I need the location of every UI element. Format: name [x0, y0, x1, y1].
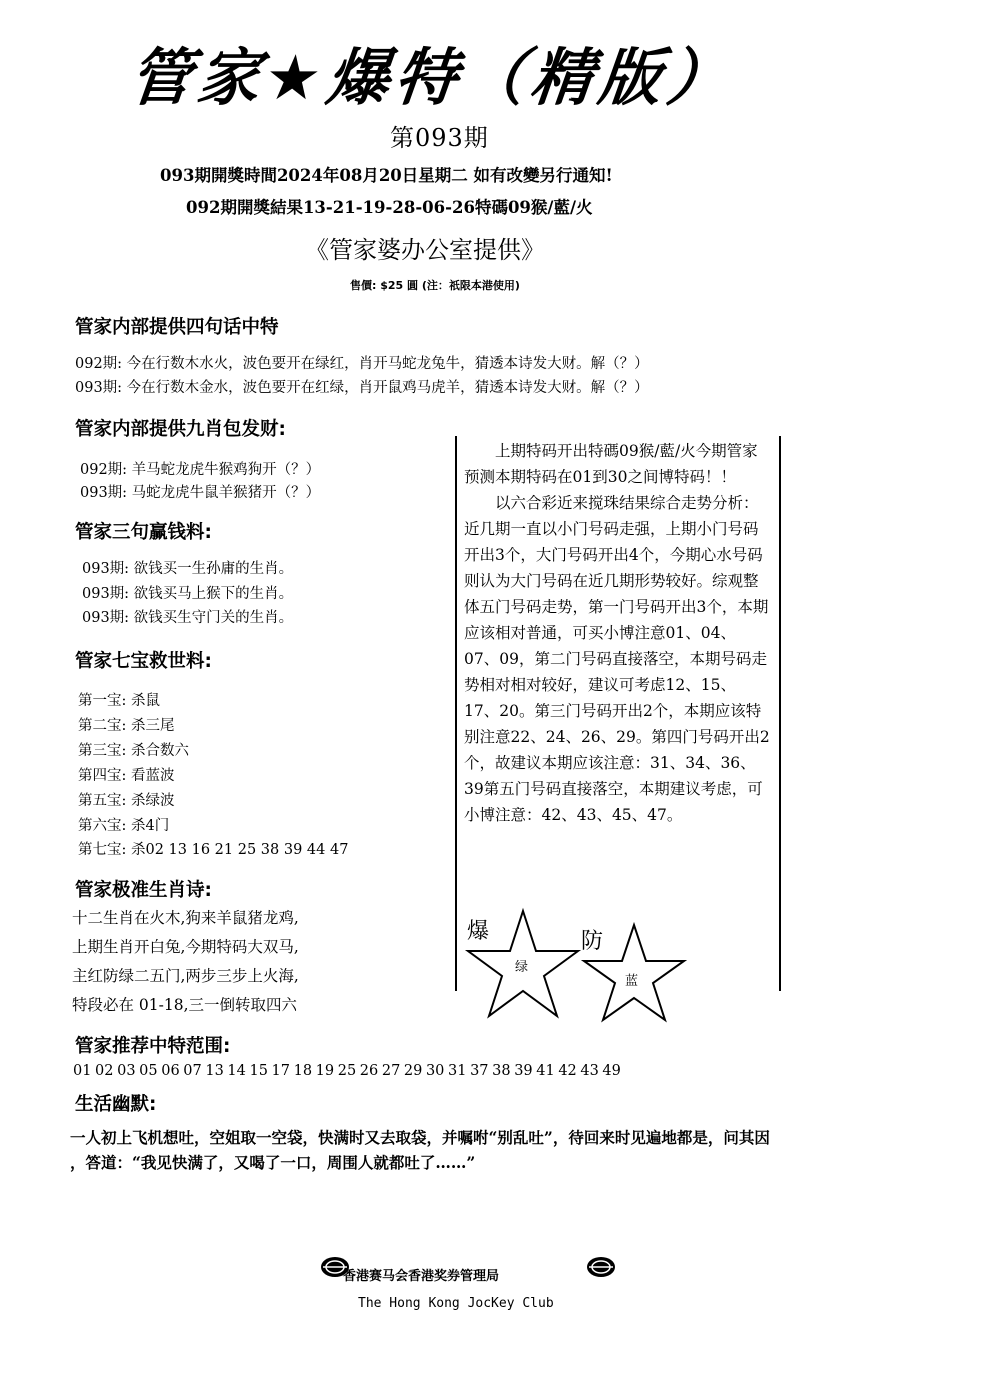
- humor-text: ，答道：“我见快满了，又喝了一口，周围人就都吐了……”: [70, 1153, 476, 1172]
- poem-heading: 管家极准生肖诗:: [75, 880, 212, 901]
- star2-label: 防: [581, 929, 604, 954]
- three-lines-item: 093期: 欲钱买一生孙庸的生肖。: [82, 561, 294, 577]
- range-heading: 管家推荐中特范围:: [75, 1036, 231, 1057]
- page-title: 管家★爆特（精版）: [125, 41, 739, 114]
- analysis-para-1: 上期特码开出特碼09猴/藍/火今期管家预测本期特码在01到30之间博特码！！: [464, 442, 758, 486]
- seven-treasures-heading: 管家七宝救世料:: [75, 651, 212, 672]
- four-lines-heading: 管家内部提供四句话中特: [75, 317, 279, 338]
- three-lines-item: 093期: 欲钱买马上猴下的生肖。: [82, 586, 294, 602]
- treasure-item: 第一宝: 杀鼠: [78, 693, 160, 709]
- four-lines-item: 092期: 今在行数木水火，波色要开在绿红，肖开马蛇龙兔牛，猜透本诗发大财。解（？）: [75, 356, 649, 372]
- treasure-item: 第四宝: 看蓝波: [78, 768, 175, 784]
- treasure-item: 第五宝: 杀绿波: [78, 793, 175, 809]
- nine-zodiac-item: 092期: 羊马蛇龙虎牛猴鸡狗开（？）: [80, 462, 321, 478]
- provider-line: 《管家婆办公室提供》: [305, 236, 545, 264]
- jockey-club-logo-icon: [586, 1256, 616, 1278]
- star1-label: 爆: [467, 919, 490, 944]
- nine-zodiac-item: 093期: 马蛇龙虎牛鼠羊猴猪开（？）: [80, 485, 321, 501]
- analysis-para-2: 以六合彩近来搅珠结果综合走势分析：近几期一直以小门号码走强，上期小门号码开出3个，大门号码开出4个，今期心水号码则认为大门号码在近几期形势较好。综观整体五门号码走势，第一门号码开出3个，本期应该相对普通，可买小博注意01、04、07、09，第二门号码直接落空，本期号码走势相对相对较好，建议可考虑12、15、17、20。第三门号码开出2个，本期应该特别注意22、24、26、29。第四门号码开出2个，故建议本期应该注意：31、34、36、39第五门号码直接落空，本期建议考虑，可小博注意：42、43、45、47。: [464, 494, 770, 824]
- footer-org-cn: 香港赛马会香港奖券管理局: [343, 1269, 500, 1284]
- poem-line: 特段必在 01-18,三一倒转取四六: [72, 996, 298, 1014]
- poem-line: 十二生肖在火木,狗来羊鼠猪龙鸡,: [72, 909, 299, 927]
- three-lines-item: 093期: 欲钱买生守门关的生肖。: [82, 610, 294, 626]
- treasure-item: 第二宝: 杀三尾: [78, 718, 175, 734]
- three-lines-heading: 管家三句赢钱料:: [75, 522, 212, 543]
- star1-inner: 绿: [515, 960, 529, 975]
- issue-number: 第093期: [390, 124, 489, 152]
- nine-zodiac-heading: 管家内部提供九肖包发财:: [75, 419, 286, 440]
- last-draw-result: 092期開獎結果13-21-19-28-06-26特碼09猴/藍/火: [186, 198, 593, 217]
- humor-heading: 生活幽默:: [75, 1094, 157, 1115]
- draw-time-notice: 093期開獎時間2024年08月20日星期二 如有改變另行通知!: [160, 166, 613, 185]
- footer-org-en: The Hong Kong JocKey Club: [358, 1296, 554, 1311]
- poem-line: 上期生肖开白兔,今期特码大双马,: [72, 938, 299, 956]
- treasure-item: 第七宝: 杀02 13 16 21 25 38 39 44 47: [78, 842, 349, 858]
- analysis-box: [455, 436, 781, 991]
- price-note: 售價: $25 圓 (注：祇限本港使用): [350, 279, 520, 292]
- treasure-item: 第三宝: 杀合数六: [78, 743, 189, 759]
- poem-line: 主红防绿二五门,两步三步上火海,: [72, 967, 299, 985]
- humor-text: 一人初上飞机想吐，空姐取一空袋，快满时又去取袋，并嘱咐“别乱吐”，待回来时见遍地都是，问其因: [70, 1128, 770, 1147]
- star2-inner: 蓝: [625, 974, 639, 989]
- four-lines-item: 093期: 今在行数木金水，波色要开在红绿，肖开鼠鸡马虎羊，猜透本诗发大财。解（？）: [75, 380, 649, 396]
- range-numbers: 01 02 03 05 06 07 13 14 15 17 18 19 25 26 27 29 30 31 37 38 39 41 42 43 49: [73, 1063, 621, 1079]
- treasure-item: 第六宝: 杀4门: [78, 818, 170, 834]
